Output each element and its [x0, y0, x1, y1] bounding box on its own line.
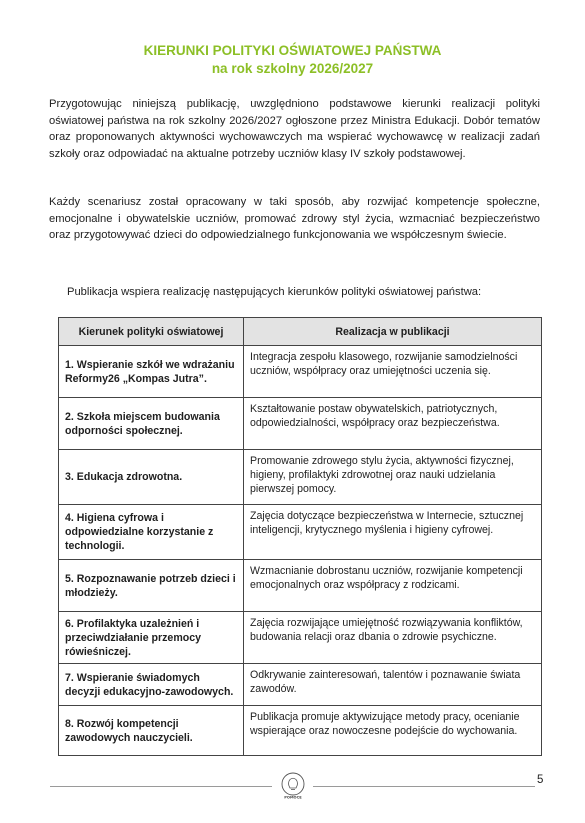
realization-cell: Wzmacnianie dobrostanu uczniów, rozwijanie kompetencji emocjonalnych oraz współpracy z rodzicami. — [244, 560, 542, 612]
paragraph-2: Każdy scenariusz został opracowany w taki sposób, aby rozwijać kompetencje społeczne, emocjonalne i obywatelskie uczniów, promować zdrowy styl życia, wzmacniać bezpieczeństwo oraz przygotowywać dzieci do odpowiedzialnego funkcjonowania we współczesnym świecie. — [49, 196, 540, 241]
policy-table — [58, 317, 542, 756]
publisher-logo-icon — [281, 772, 305, 800]
header-realization: Realizacja w publikacji — [244, 318, 542, 346]
realization-cell: Zajęcia dotyczące bezpieczeństwa w Internecie, sztucznej inteligencji, krytycznego myślenia i higieny cyfrowej. — [244, 505, 542, 560]
table-header-row — [59, 318, 542, 346]
page-number: 5 — [537, 774, 544, 786]
direction-cell: 8. Rozwój kompetencji zawodowych nauczycieli. — [59, 706, 244, 756]
table-row — [59, 664, 542, 706]
direction-cell: 7. Wspieranie świadomych decyzji edukacyjno-zawodowych. — [59, 664, 244, 706]
table-intro: Publikacja wspiera realizację następujących kierunków polityki oświatowej państwa: — [67, 286, 482, 298]
page-title: KIERUNKI POLITYKI OŚWIATOWEJ PAŃSTWA — [143, 43, 442, 58]
direction-cell: 2. Szkoła miejscem budowania odporności społecznej. — [59, 398, 244, 450]
header-direction: Kierunek polityki oświatowej — [59, 318, 244, 346]
realization-cell: Publikacja promuje aktywizujące metody pracy, ocenianie wspierające oraz nowoczesne podejście do wychowania. — [244, 706, 542, 756]
table-row — [59, 346, 542, 398]
table-row — [59, 560, 542, 612]
table-row — [59, 450, 542, 505]
direction-cell: 6. Profilaktyka uzależnień i przeciwdziałanie przemocy rówieśniczej. — [59, 612, 244, 664]
realization-cell: Zajęcia rozwijające umiejętność rozwiązywania konfliktów, budowania relacji oraz dbania o zdrowie psychiczne. — [244, 612, 542, 664]
table-row — [59, 706, 542, 756]
realization-cell: Promowanie zdrowego stylu życia, aktywności fizycznej, higieny, profilaktyki zdrowotnej oraz nauki udzielania pierwszej pomocy. — [244, 450, 542, 505]
table-row — [59, 505, 542, 560]
page-subtitle: na rok szkolny 2026/2027 — [211, 61, 374, 76]
direction-cell: 1. Wspieranie szkół we wdrażaniu Reformy26 „Kompas Jutra”. — [59, 346, 244, 398]
realization-cell: Odkrywanie zainteresowań, talentów i poznawanie świata zawodów. — [244, 664, 542, 706]
paragraph-1: Przygotowując niniejszą publikację, uwzględniono podstawowe kierunki realizacji polityki oświatowej państwa na rok szkolny 2026/2027 ogłoszone przez Ministra Edukacji. Dobór tematów oraz proponowanych aktywności wychowawczych ma wspierać wychowawcę w realizacji zadań szkoły oraz odpowiadać na aktualne potrzeby uczniów klasy IV szkoły podstawowej. — [49, 98, 540, 160]
direction-cell: 3. Edukacja zdrowotna. — [59, 450, 244, 505]
direction-cell: 5. Rozpoznawanie potrzeb dzieci i młodzieży. — [59, 560, 244, 612]
realization-cell: Kształtowanie postaw obywatelskich, patriotycznych, odpowiedzialności, współpracy oraz bezpieczeństwa. — [244, 398, 542, 450]
logo-text: POMOCE — [284, 795, 302, 800]
table-row — [59, 398, 542, 450]
table-row — [59, 612, 542, 664]
footer-divider-right — [313, 786, 535, 787]
footer-divider-left — [50, 786, 272, 787]
realization-cell: Integracja zespołu klasowego, rozwijanie samodzielności uczniów, współpracy oraz umiejętności uczenia się. — [244, 346, 542, 398]
direction-cell: 4. Higiena cyfrowa i odpowiedzialne korzystanie z technologii. — [59, 505, 244, 560]
